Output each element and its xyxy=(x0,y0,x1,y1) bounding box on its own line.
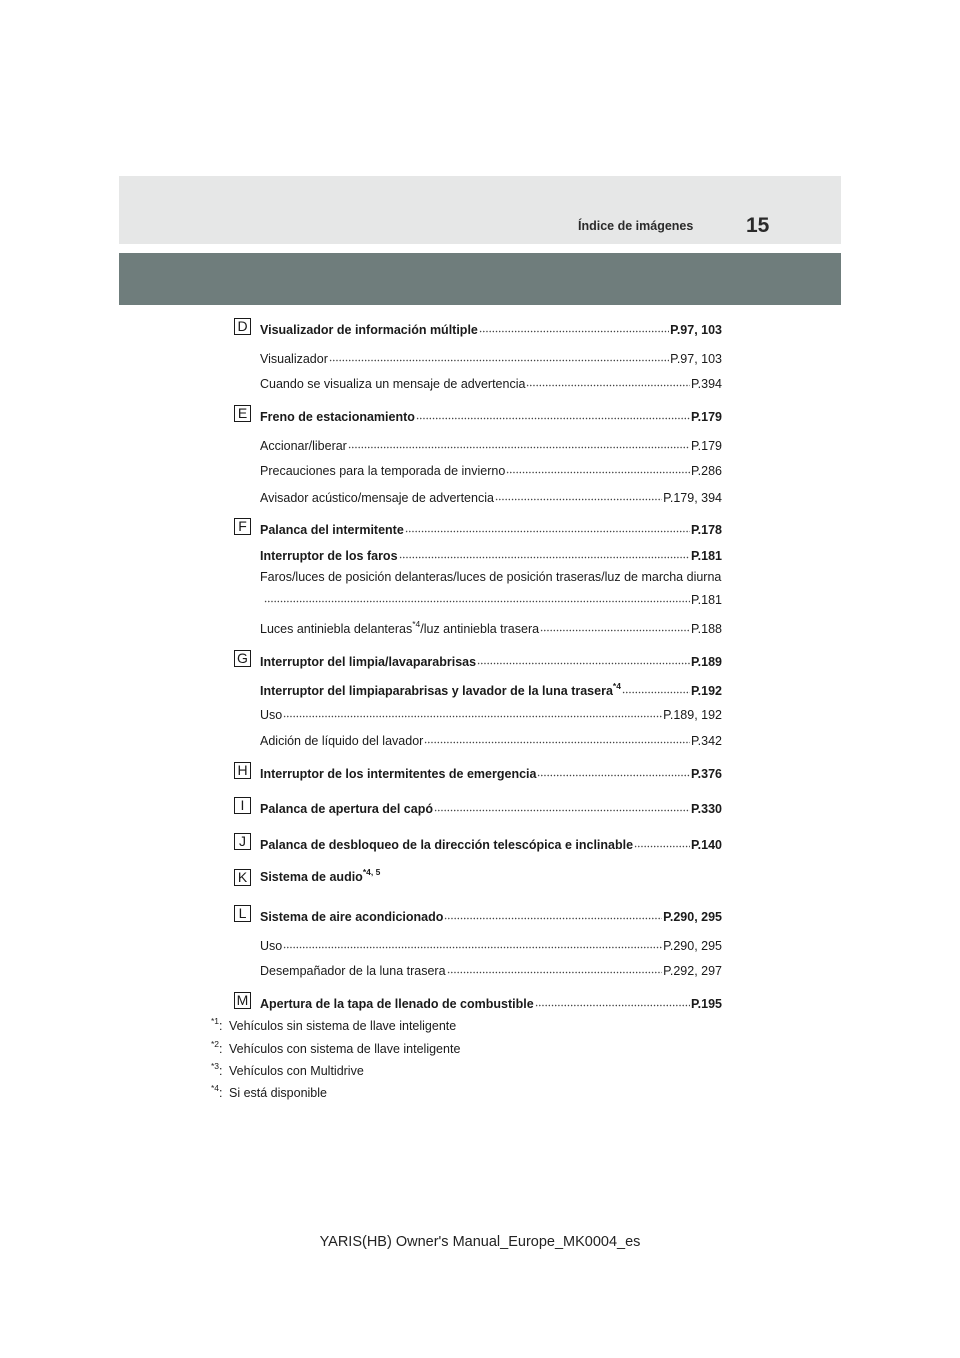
index-entry[interactable]: Interruptor de los intermitentes de emergencia P.376 xyxy=(260,763,722,782)
section-letter-k: K xyxy=(234,869,251,886)
index-entry[interactable]: Interruptor del limpia/lavaparabrisas P.189 xyxy=(260,651,722,670)
section-letter-m: M xyxy=(234,992,251,1009)
page-ref[interactable]: P.179, 394 xyxy=(663,491,722,505)
index-entry[interactable]: Sistema de audio$^{*4, 5}$ xyxy=(260,866,381,884)
document-footer: YARIS(HB) Owner's Manual_Europe_MK0004_es xyxy=(319,1234,641,1250)
section-letter-f: F xyxy=(234,518,251,535)
index-entry[interactable]: Cuando se visualiza un mensaje de advertencia P.394 xyxy=(260,373,722,392)
page-ref[interactable]: P.140 xyxy=(690,838,722,852)
index-entry[interactable]: Adición de líquido del lavador P.342 xyxy=(260,730,722,749)
page-ref[interactable]: P.179 xyxy=(690,439,722,453)
page-ref[interactable]: P.376 xyxy=(690,767,722,781)
page-ref[interactable]: P.97, 103 xyxy=(670,352,722,366)
footnote: $^{*1}$: Vehículos sin sistema de llave inteligente xyxy=(211,1015,457,1033)
index-entry[interactable]: Visualizador de información múltiple P.97, 103 xyxy=(260,319,722,338)
page-ref[interactable]: P.188 xyxy=(690,622,722,636)
page-ref[interactable]: P.290, 295 xyxy=(663,939,722,953)
page-ref[interactable]: P.179 xyxy=(690,410,722,424)
section-letter-i: I xyxy=(234,797,251,814)
index-entry[interactable] xyxy=(264,589,722,608)
section-letter-g: G xyxy=(234,650,251,667)
index-entry[interactable]: Luces antiniebla delanteras$^{*4}$/luz antiniebla trasera P.188 xyxy=(260,618,722,636)
section-letter-l: L xyxy=(234,905,251,922)
page-ref[interactable]: P.189 xyxy=(690,655,722,669)
index-entry[interactable]: Accionar/liberar P.179 xyxy=(260,435,722,454)
section-letter-e: E xyxy=(234,405,251,422)
footnote: $^{*4}$: Si está disponible xyxy=(211,1082,327,1100)
index-entry[interactable]: Visualizador P.97, 103 xyxy=(260,348,722,367)
footnote: $^{*3}$: Vehículos con Multidrive xyxy=(211,1060,364,1078)
index-entry[interactable]: Desempañador de la luna trasera P.292, 297 xyxy=(260,960,722,979)
header-dark-band xyxy=(119,253,841,305)
index-entry[interactable]: Freno de estacionamiento P.179 xyxy=(260,406,722,425)
page-ref[interactable]: P.97, 103 xyxy=(670,323,722,337)
index-entry[interactable]: Interruptor del limpiaparabrisas y lavador de la luna trasera$^{*4}$ P.192 xyxy=(260,680,722,698)
page-ref[interactable]: P.192 xyxy=(690,684,722,698)
header-band xyxy=(119,176,841,244)
page-ref[interactable]: P.394 xyxy=(690,377,722,391)
page-ref[interactable]: P.330 xyxy=(690,802,722,816)
index-entry-text: Faros/luces de posición delanteras/luces de posición traseras/luz de marcha diurna xyxy=(260,570,722,584)
index-entry[interactable]: Uso P.189, 192 xyxy=(260,704,722,723)
index-entry[interactable]: Palanca de desbloqueo de la dirección telescópica e inclinable P.140 xyxy=(260,834,722,853)
section-letter-j: J xyxy=(234,833,251,850)
page-ref[interactable]: P.292, 297 xyxy=(663,964,722,978)
page-ref[interactable]: P.342 xyxy=(690,734,722,748)
page-ref[interactable]: P.189, 192 xyxy=(663,708,722,722)
footnote: $^{*2}$: Vehículos con sistema de llave inteligente xyxy=(211,1038,461,1056)
index-entry[interactable]: Palanca del intermitente P.178 xyxy=(260,519,722,538)
index-entry[interactable]: Precauciones para la temporada de invierno P.286 xyxy=(260,460,722,479)
section-letter-d: D xyxy=(234,318,251,335)
page-ref[interactable]: P.178 xyxy=(690,523,722,537)
page-number: 15 xyxy=(746,214,770,237)
section-letter-h: H xyxy=(234,762,251,779)
index-entry[interactable]: Uso P.290, 295 xyxy=(260,935,722,954)
section-title: Índice de imágenes xyxy=(578,219,694,233)
page-ref[interactable]: P.195 xyxy=(690,997,722,1011)
index-entry[interactable]: Interruptor de los faros P.181 xyxy=(260,545,722,564)
index-entry[interactable]: Sistema de aire acondicionado P.290, 295 xyxy=(260,906,722,925)
page-ref[interactable]: P.290, 295 xyxy=(663,910,722,924)
page-ref[interactable]: P.286 xyxy=(690,464,722,478)
page-ref[interactable]: P.181 xyxy=(690,593,722,607)
index-entry[interactable]: Avisador acústico/mensaje de advertencia P.179, 394 xyxy=(260,487,722,506)
page-ref[interactable]: P.181 xyxy=(690,549,722,563)
index-entry[interactable]: Apertura de la tapa de llenado de combustible P.195 xyxy=(260,993,722,1012)
index-entry[interactable]: Palanca de apertura del capó P.330 xyxy=(260,798,722,817)
